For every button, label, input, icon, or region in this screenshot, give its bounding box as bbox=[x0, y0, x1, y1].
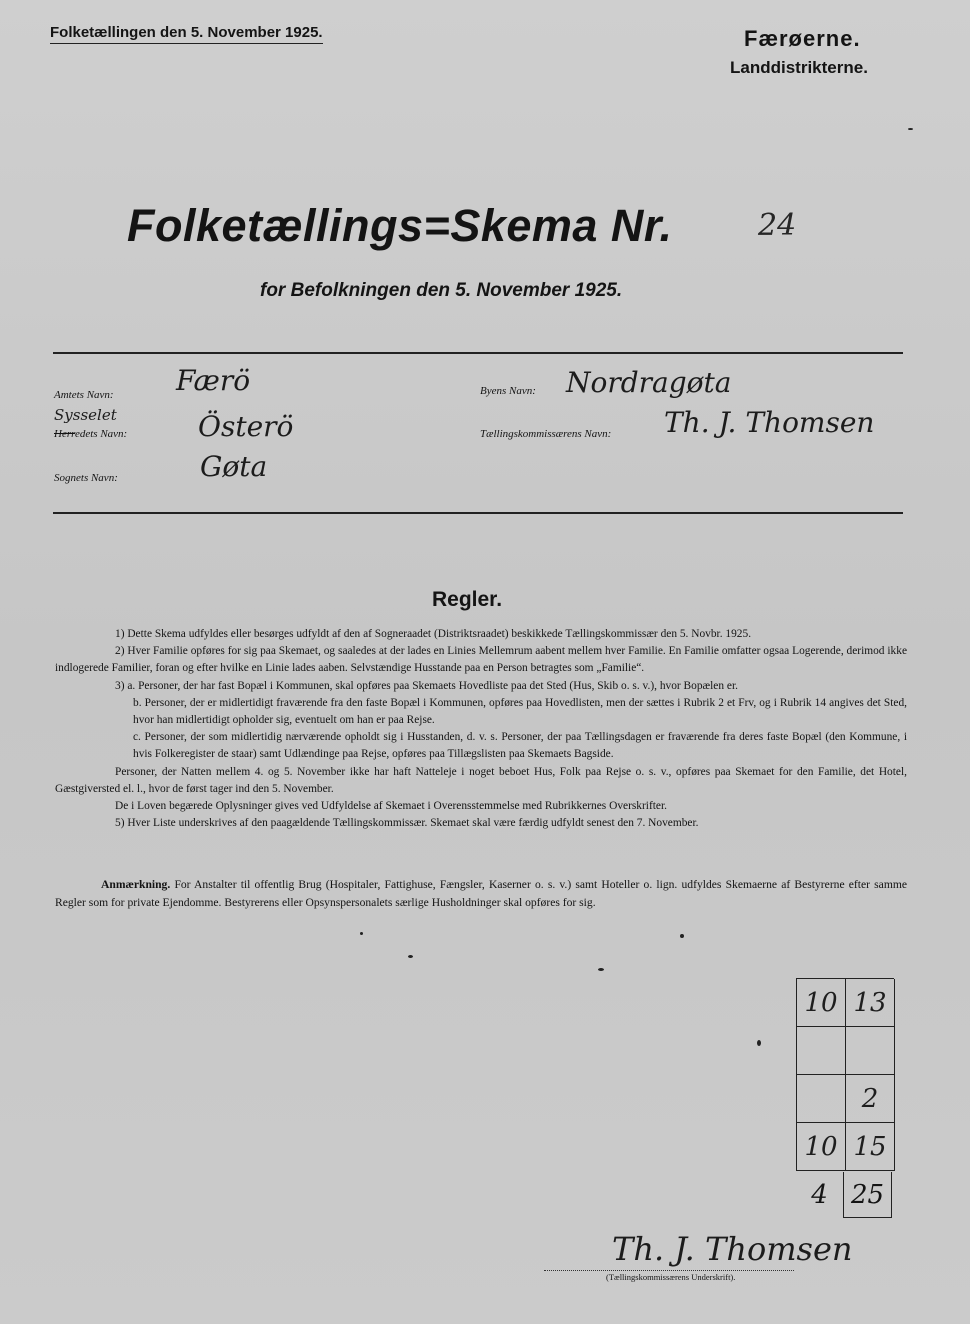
sogn-value: Gøta bbox=[200, 450, 268, 483]
sogn-label: Sognets Navn: bbox=[54, 472, 118, 484]
amt-value: Færö bbox=[176, 364, 251, 397]
tally-total-right: 25 bbox=[843, 1172, 892, 1218]
tally-cell: 10 bbox=[797, 1123, 846, 1171]
rule-4b: De i Loven begærede Oplysninger gives ved Udfyldelse af Skemaet i Overensstemmelse med Rubrikkernes Overskrifter. bbox=[115, 800, 667, 813]
tally-cell bbox=[846, 1027, 895, 1075]
tally-total-row bbox=[796, 1172, 894, 1218]
note-label: Anmærkning. bbox=[101, 878, 171, 891]
by-label: Byens Navn: bbox=[480, 385, 536, 397]
herred-label-rest: edets Navn: bbox=[74, 428, 128, 440]
rule-1: 1) Dette Skema udfyldes eller besørges udfyldt af den af Sogneraadet (Distriktsraadet) beskikkede Tællingskommissær den 5. Novbr. 1925. bbox=[115, 628, 752, 640]
tally-cell: 15 bbox=[846, 1123, 895, 1171]
tally-grid bbox=[796, 978, 894, 1171]
herred-struck-text: Herr bbox=[54, 428, 75, 440]
signature: Th. J. Thomsen bbox=[612, 1230, 853, 1268]
tally-total-left: 4 bbox=[811, 1180, 828, 1210]
herred-label bbox=[54, 428, 127, 440]
tally-cell bbox=[797, 1075, 846, 1123]
tally-box bbox=[796, 978, 894, 1210]
rule-2: 2) Hver Familie opføres for sig paa Skemaet, og saaledes at der lades en Linies Mellemrum aabent mellem hver Familie. En Familie omfatter ogsaa Logerende, derimod ikke indlogerede Familier, foran og efter hvilke en Linie lades aaben. Selvstændige Husstande paa en Person betragtes som „Familie“. bbox=[55, 645, 907, 675]
signature-caption: (Tællingskommissærens Underskrift). bbox=[606, 1272, 736, 1282]
header-region: Færøerne. bbox=[744, 26, 861, 51]
kommissaer-label: Tællingskommissærens Navn: bbox=[480, 428, 612, 440]
note-text: For Anstalter til offentlig Brug (Hospitaler, Fattighuse, Fængsler, Kaserner o. s. v.) samt Hoteller o. lign. udfyldes Skemaerne af Bestyrerne efter samme Regler som for private Ejendomme. Bestyrerens eller Opsynspersonalets særlige Husholdninger skal opføres for sig. bbox=[55, 878, 908, 909]
note-paragraph bbox=[55, 876, 907, 912]
rules-heading: Regler. bbox=[432, 588, 503, 611]
rule-3c: c. Personer, der som midlertidig nærværende opholdt sig i Husstanden, d. v. s. Personer, der paa Tællingsdagen er fraværende fra deres faste Bopæl (den Kommune, i hvis Folkeregister de staar) samt Udlændinge paa Rejse, opføres paa Tillægslisten paa Skemaets Bagside. bbox=[133, 731, 907, 761]
tally-cell: 2 bbox=[846, 1075, 895, 1123]
form-number-handwritten: 24 bbox=[758, 208, 797, 243]
header-district-type: Landdistrikterne. bbox=[730, 58, 868, 77]
signature-line bbox=[544, 1270, 794, 1271]
tally-cell: 10 bbox=[797, 979, 846, 1027]
by-value: Nordragøta bbox=[566, 366, 732, 399]
ink-speck bbox=[598, 968, 604, 971]
rule-3a: 3) a. Personer, der har fast Bopæl i Kommunen, skal opføres paa Skemaets Hovedliste paa det Sted (Hus, Skib o. s. v.), hvor Bopælen er. bbox=[115, 679, 738, 692]
rule-3b: b. Personer, der er midlertidigt fraværende fra den faste Bopæl i Kommunen, opføres paa Hovedlisten, men der sættes i Rubrik 2 et Frv, og i Rubrik 14 angives det Sted, hvor han midlertidigt opholder sig, eventuelt om han er paa Rejse. bbox=[133, 696, 907, 727]
header-census-date: Folketællingen den 5. November 1925. bbox=[50, 24, 323, 44]
divider-top bbox=[53, 352, 903, 354]
herred-value: Österö bbox=[198, 410, 294, 443]
amt-label: Amtets Navn: bbox=[54, 389, 114, 401]
tally-cell: 13 bbox=[846, 979, 895, 1027]
divider-bottom bbox=[53, 512, 903, 514]
rules-list bbox=[55, 626, 907, 832]
form-title: Folketællings=Skema Nr. bbox=[127, 200, 673, 251]
rule-5: 5) Hver Liste underskrives af den paagældende Tællingskommissær. Skemaet skal være færdig udfyldt senest den 7. November. bbox=[115, 817, 699, 830]
herred-correction: Sysselet bbox=[54, 406, 117, 424]
ink-speck bbox=[680, 934, 684, 938]
ink-speck bbox=[360, 932, 363, 935]
ink-speck bbox=[908, 128, 913, 130]
tally-cell bbox=[797, 1027, 846, 1075]
ink-speck bbox=[408, 955, 413, 958]
rule-4: Personer, der Natten mellem 4. og 5. November ikke har haft Natteleje i noget beboet Hus, Folk paa Rejse o. s. v., opføres paa Skemaet for den Familie, det Hotel, Gæstgiversted el. l., hvor de først tager ind den 5. November. bbox=[55, 765, 907, 795]
form-subtitle: for Befolkningen den 5. November 1925. bbox=[260, 280, 623, 301]
kommissaer-value: Th. J. Thomsen bbox=[664, 406, 875, 439]
ink-speck bbox=[757, 1040, 761, 1046]
